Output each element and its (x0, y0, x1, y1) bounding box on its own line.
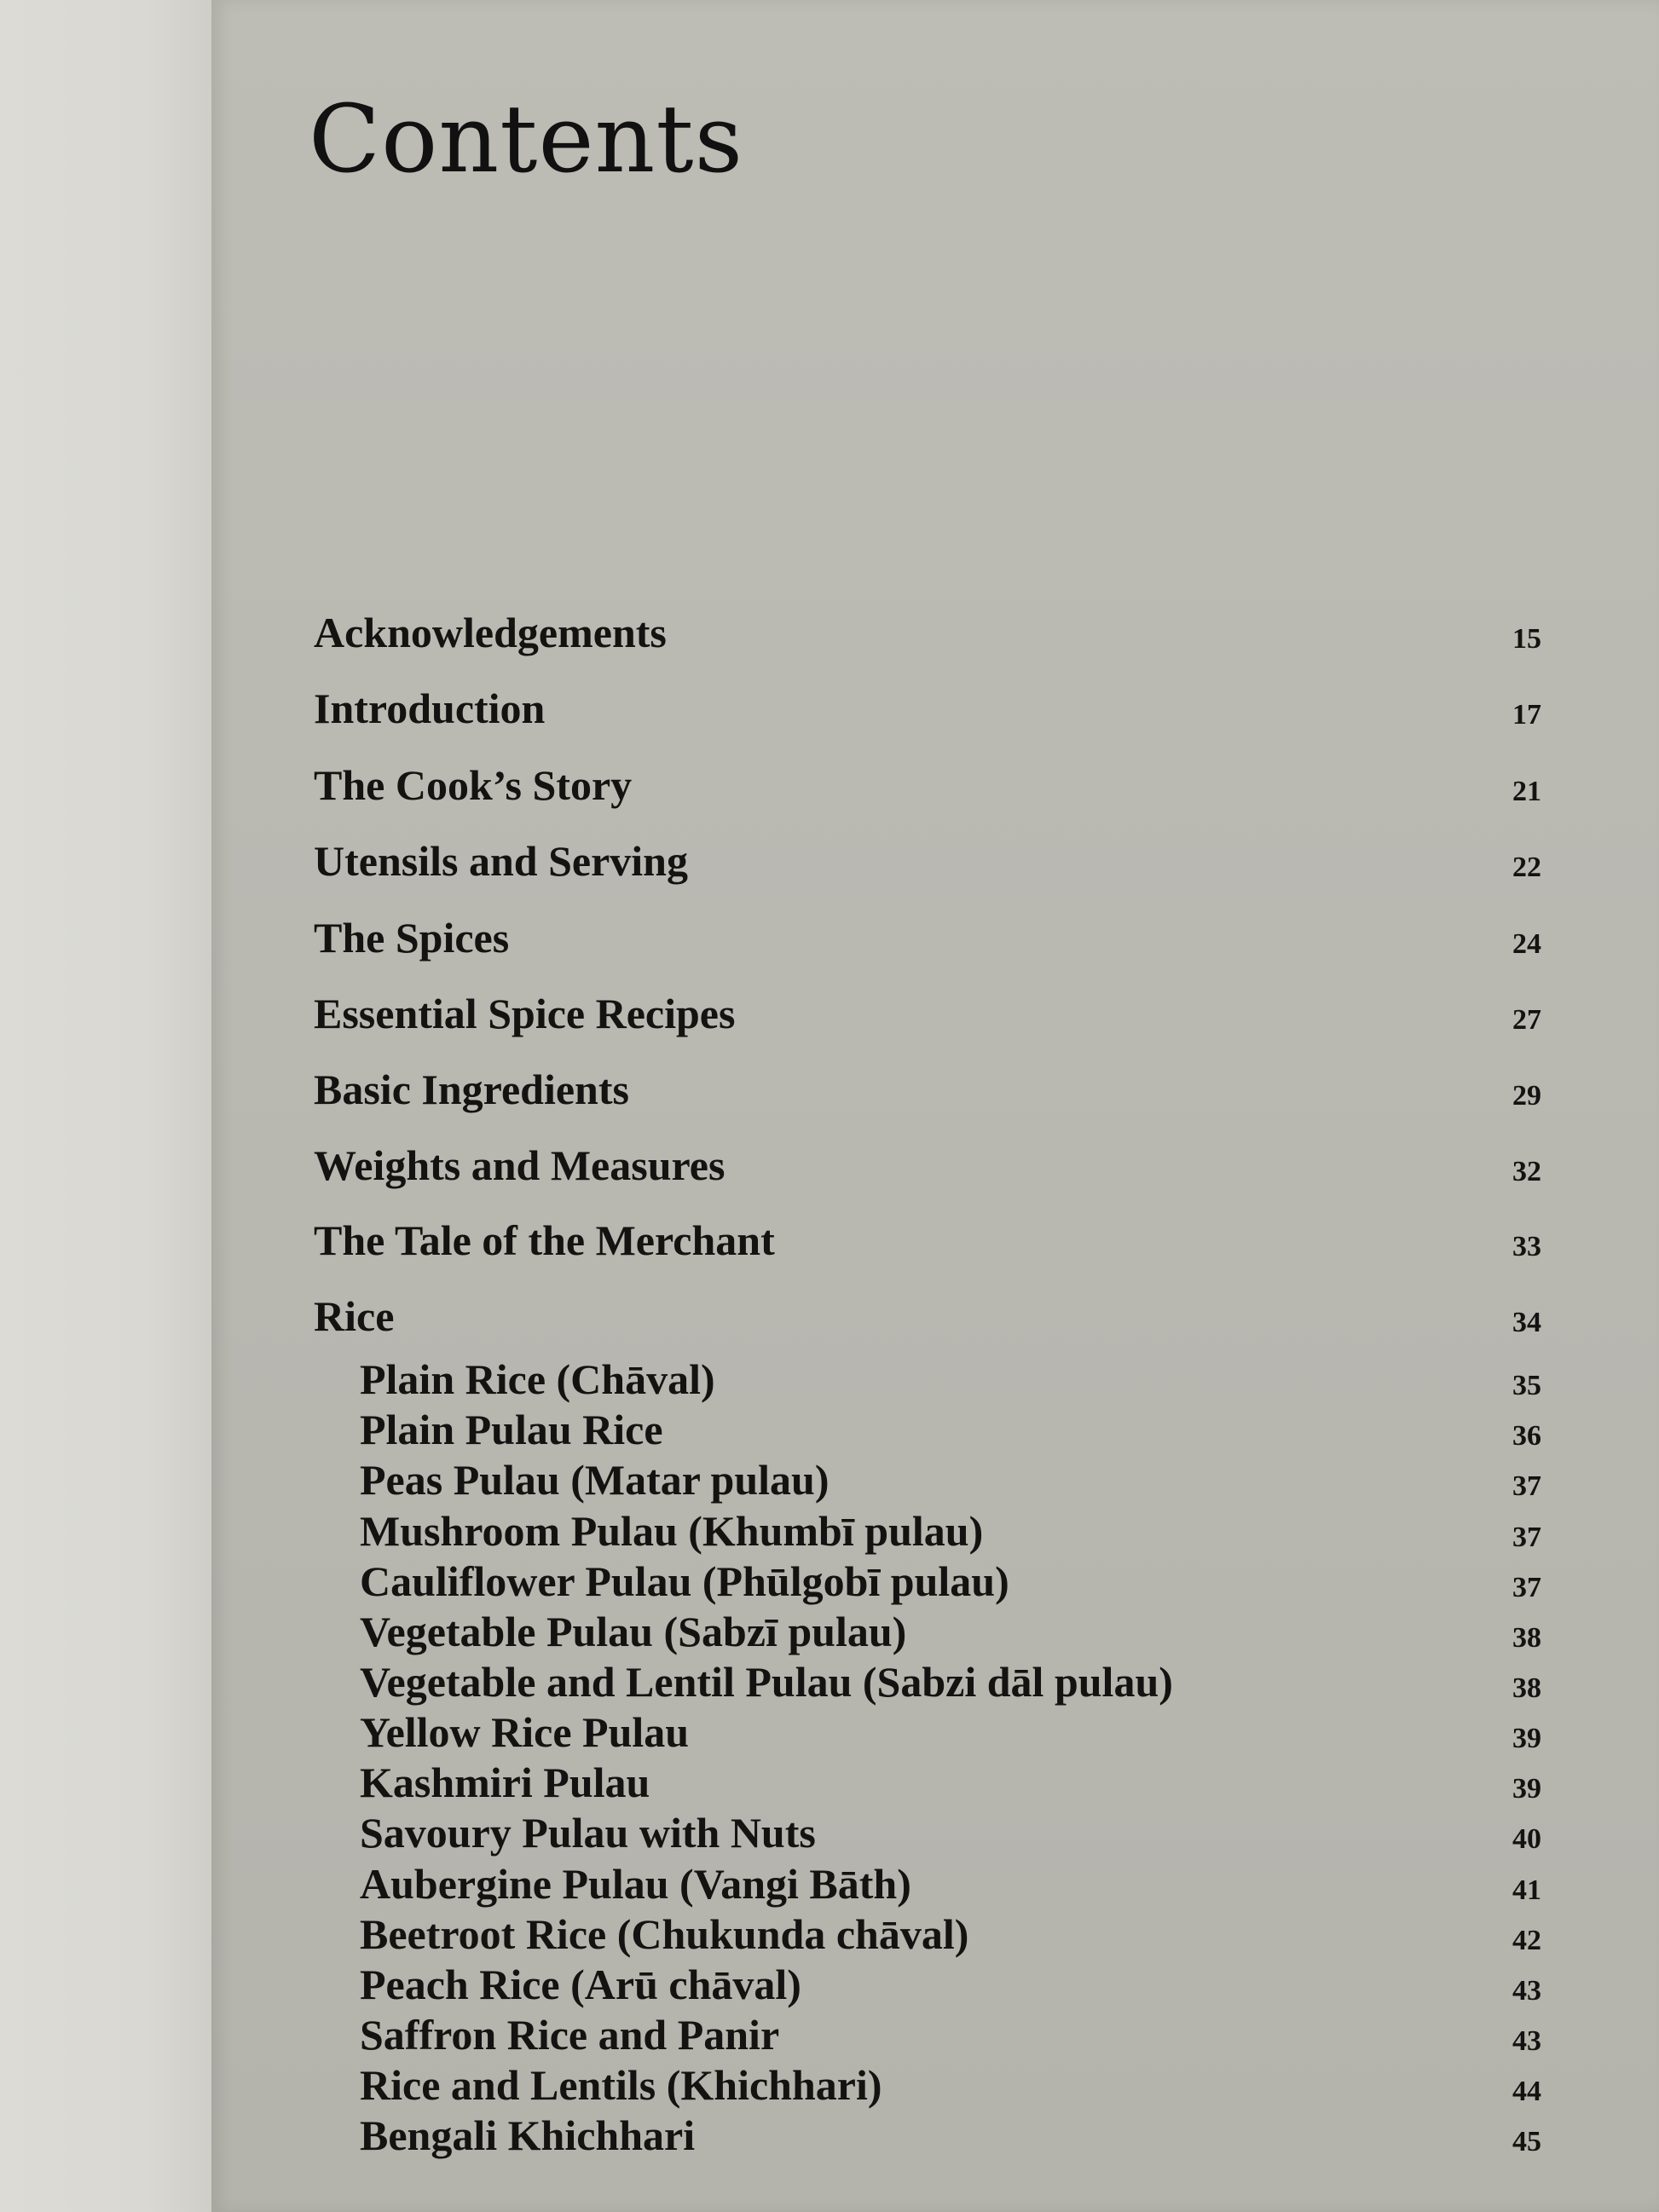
toc-page-number: 27 (1512, 1004, 1541, 1036)
toc-entry-label: Bengali Khichhari (360, 2111, 696, 2159)
toc-page-number: 33 (1512, 1231, 1541, 1262)
toc-page-number: 32 (1512, 1156, 1541, 1187)
toc-entry-rice[interactable] (314, 1291, 1541, 1342)
toc-page-number: 37 (1512, 1522, 1541, 1553)
toc-entry-label: Vegetable and Lentil Pulau (Sabzi dāl pulau) (360, 1658, 1173, 1706)
toc-entry-label: Savoury Pulau with Nuts (360, 1809, 816, 1857)
toc-subentry[interactable] (360, 1807, 1541, 1858)
toc-subentry[interactable] (360, 1354, 1541, 1405)
toc-page-number: 15 (1512, 623, 1541, 655)
toc-entry-label: Peas Pulau (Matar pulau) (360, 1456, 830, 1504)
toc-subentry[interactable] (360, 1606, 1541, 1657)
toc-entry-label: Introduction (314, 684, 546, 732)
toc-entry-label: Weights and Measures (314, 1141, 725, 1189)
toc-subentry[interactable] (360, 1556, 1541, 1607)
toc-entry-label: Essential Spice Recipes (314, 990, 736, 1037)
toc-page-number: 45 (1512, 2126, 1541, 2157)
toc-subentry[interactable] (360, 1858, 1541, 1909)
toc-page-number: 39 (1512, 1723, 1541, 1754)
toc-entry-label: Rice and Lentils (Khichhari) (360, 2061, 882, 2109)
toc-subentry[interactable] (360, 2110, 1541, 2161)
toc-page-number: 43 (1512, 1975, 1541, 2007)
toc-subentry[interactable] (360, 1757, 1541, 1808)
toc-entry-cooks-story[interactable] (314, 759, 1541, 811)
toc-entry-label: Peach Rice (Arū chāval) (360, 1961, 801, 2008)
toc-page-number: 40 (1512, 1823, 1541, 1855)
toc-subentry[interactable] (360, 1959, 1541, 2010)
toc-page-number: 43 (1512, 2025, 1541, 2057)
toc-page-number: 17 (1512, 699, 1541, 731)
toc-entry-label: The Cook’s Story (314, 761, 633, 809)
toc-entry-label: Mushroom Pulau (Khumbī pulau) (360, 1507, 984, 1555)
toc-entry-label: Basic Ingredients (314, 1066, 629, 1113)
toc-page-number: 36 (1512, 1420, 1541, 1452)
toc-subentry[interactable] (360, 1505, 1541, 1556)
toc-page-number: 42 (1512, 1925, 1541, 1956)
toc-subentry[interactable] (360, 1909, 1541, 1960)
toc-page-number: 44 (1512, 2076, 1541, 2107)
toc-subentry[interactable] (360, 2009, 1541, 2060)
toc-page-number: 37 (1512, 1470, 1541, 1502)
toc-page-number: 35 (1512, 1370, 1541, 1401)
toc-entry-spice-recipes[interactable] (314, 988, 1541, 1039)
toc-subentry[interactable] (360, 1656, 1541, 1707)
toc-entry-label: Yellow Rice Pulau (360, 1708, 690, 1756)
toc-entry-label: Kashmiri Pulau (360, 1759, 650, 1806)
toc-entry-label: Utensils and Serving (314, 837, 688, 885)
toc-entry-utensils[interactable] (314, 835, 1541, 887)
toc-entry-introduction[interactable] (314, 683, 1541, 734)
toc-entry-label: Rice (314, 1292, 395, 1340)
toc-entry-label: The Tale of the Merchant (314, 1216, 775, 1264)
toc-subentry[interactable] (360, 1454, 1541, 1505)
toc-page-number: 29 (1512, 1080, 1541, 1112)
toc-entry-label: Beetroot Rice (Chukunda chāval) (360, 1910, 969, 1958)
toc-entry-label: Vegetable Pulau (Sabzī pulau) (360, 1608, 907, 1655)
toc-entry-label: Acknowledgements (314, 609, 667, 656)
toc-entry-label: Aubergine Pulau (Vangi Bāth) (360, 1860, 911, 1908)
toc-subentry[interactable] (360, 1707, 1541, 1758)
toc-page-number: 37 (1512, 1572, 1541, 1603)
toc-page-number: 38 (1512, 1672, 1541, 1704)
toc-entry-label: Plain Rice (Chāval) (360, 1355, 715, 1403)
toc-entry-basic-ingredients[interactable] (314, 1064, 1541, 1115)
toc-entry-acknowledgements[interactable] (314, 607, 1541, 658)
toc-entry-spices[interactable] (314, 912, 1541, 963)
toc-page-number: 22 (1512, 852, 1541, 883)
toc-page-number: 38 (1512, 1622, 1541, 1654)
toc-entry-weights-measures[interactable] (314, 1140, 1541, 1191)
toc-entry-label: Cauliflower Pulau (Phūlgobī pulau) (360, 1557, 1009, 1605)
toc-entry-label: The Spices (314, 914, 510, 962)
toc-page-number: 21 (1512, 776, 1541, 807)
toc-entry-label: Saffron Rice and Panir (360, 2011, 780, 2059)
toc-page-number: 24 (1512, 928, 1541, 960)
toc-page-number: 41 (1512, 1874, 1541, 1906)
toc-entry-label: Plain Pulau Rice (360, 1406, 663, 1453)
toc-subentry[interactable] (360, 2059, 1541, 2111)
page-title: Contents (309, 84, 744, 193)
toc-subentry[interactable] (360, 1404, 1541, 1455)
toc-page-number: 39 (1512, 1773, 1541, 1805)
toc-page-number: 34 (1512, 1307, 1541, 1338)
toc-entry-tale-merchant[interactable] (314, 1215, 1541, 1266)
